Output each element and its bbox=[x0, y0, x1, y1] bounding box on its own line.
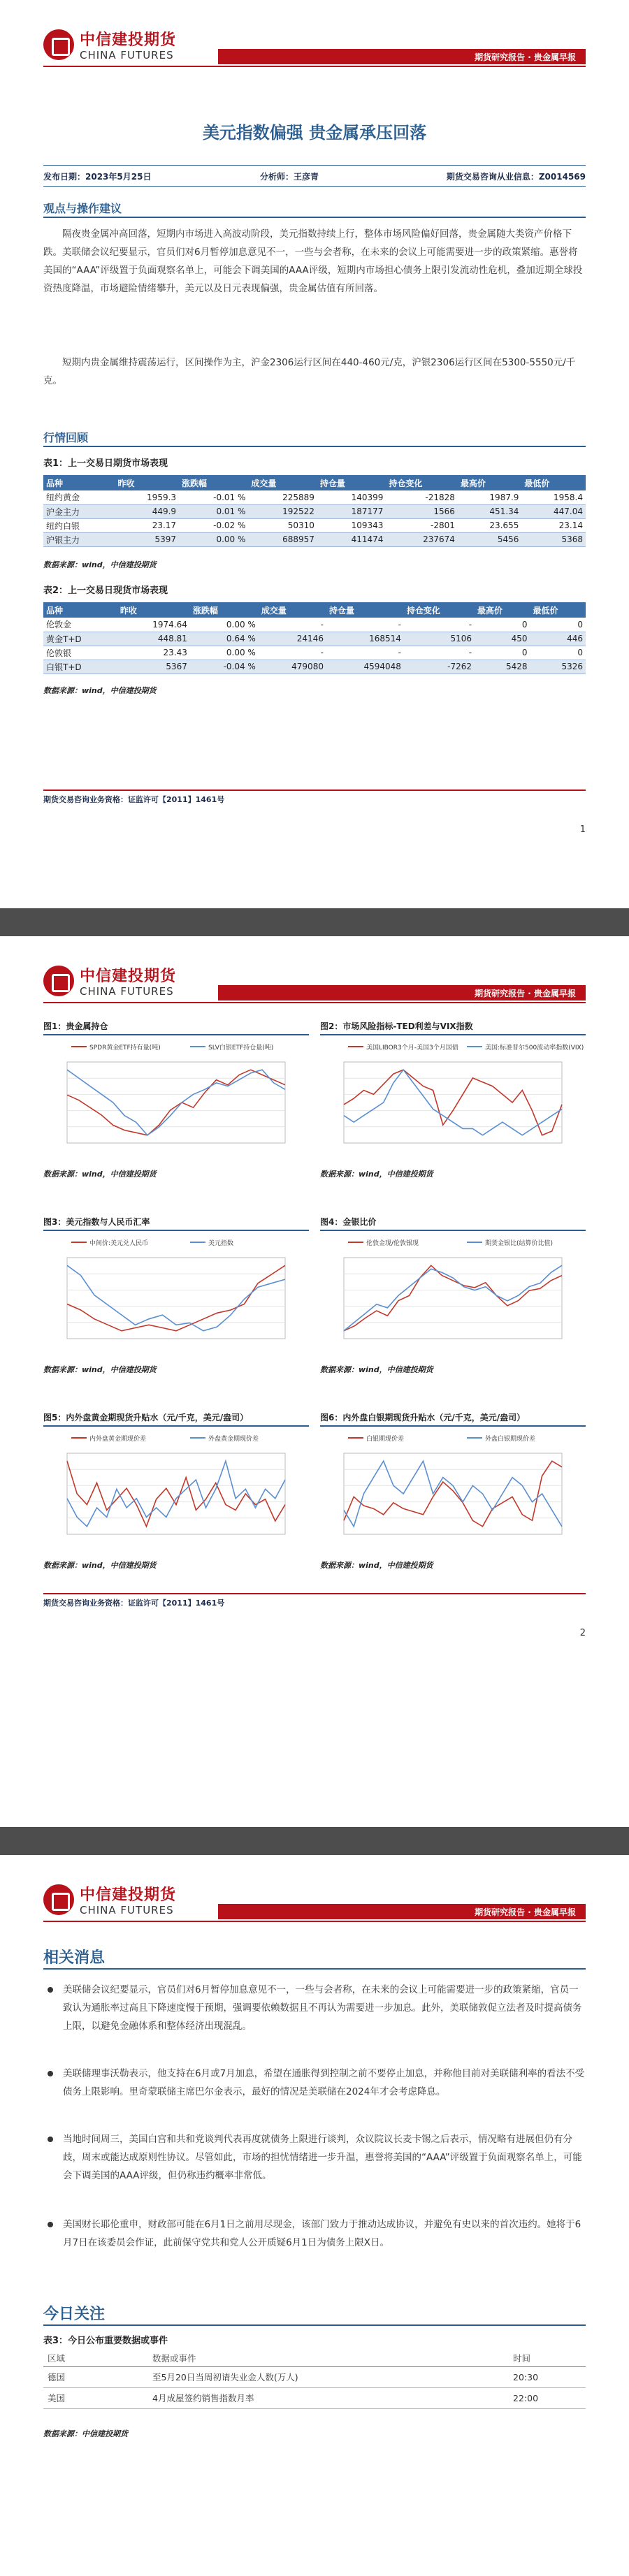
chart-1 bbox=[43, 1020, 309, 1181]
chart-6-svg bbox=[320, 1429, 586, 1555]
table-cell: - bbox=[259, 646, 326, 660]
header-band-label: 期货研究报告 · 贵金属早报 bbox=[475, 989, 576, 998]
chart-2-svg bbox=[320, 1038, 586, 1164]
chart-2-caption: 图2：市场风险指标-TED利差与VIX指数 bbox=[320, 1021, 473, 1031]
table-cell: -0.04 % bbox=[190, 660, 259, 674]
table-cell: 1987.9 bbox=[458, 490, 522, 504]
col-header: 昨收 bbox=[115, 475, 180, 490]
header-divider bbox=[43, 1921, 586, 1922]
series-line-1 bbox=[344, 1070, 562, 1135]
header-band bbox=[218, 985, 586, 1000]
header-band bbox=[218, 1904, 586, 1919]
logo-cn: 中信建投期货 bbox=[80, 967, 177, 985]
bullet-icon bbox=[48, 2137, 53, 2142]
table-cell: 50310 bbox=[248, 518, 317, 532]
chart-rule bbox=[320, 1425, 586, 1427]
logo-cn: 中信建投期货 bbox=[80, 31, 177, 49]
legend-label: 期货金银比(结算价比值) bbox=[485, 1240, 554, 1247]
col-header: 数据或事件 bbox=[148, 2350, 509, 2366]
table-cell: 德国 bbox=[43, 2366, 148, 2387]
bullet-icon bbox=[48, 2222, 53, 2227]
news-text: 当地时间周三，美国白宫和共和党谈判代表再度就债务上限进行谈判，众议院议长麦卡锡之后表示，情况略有进展但仍有分歧，周末或能达成原则性协议。尽管如此，市场的担忧情绪进一步升温，惠誉将美国的“AAA”评级置于负面观察名单上，可能会下调美国的AAA评级，但仍称违约概率非常低。 bbox=[63, 2134, 582, 2181]
series-line-1 bbox=[67, 1070, 285, 1135]
table-cell: 1566 bbox=[386, 504, 458, 518]
table-cell: 24146 bbox=[259, 632, 326, 646]
chart-1-svg bbox=[43, 1038, 309, 1164]
news-rule bbox=[43, 1968, 586, 1970]
table1-caption: 表1：上一交易日期货市场表现 bbox=[43, 458, 168, 469]
legend-label: 中间价:美元兑人民币 bbox=[89, 1240, 149, 1247]
legend-label: 美元指数 bbox=[208, 1240, 234, 1247]
table1-source: 数据来源：wind，中信建投期货 bbox=[43, 560, 157, 569]
section-heading-outlook: 观点与操作建议 bbox=[43, 202, 122, 215]
legend-label: 美国:标准普尔500波动率指数(VIX) bbox=[485, 1045, 584, 1051]
table-cell: 0.00 % bbox=[190, 618, 259, 632]
series-line-2 bbox=[344, 1265, 562, 1331]
plot-frame bbox=[67, 1453, 285, 1534]
logo-en: CHINA FUTURES bbox=[80, 985, 174, 998]
page-footer: 期货交易咨询业务资格：证监许可【2011】1461号 bbox=[43, 789, 586, 805]
chart-3-svg bbox=[43, 1234, 309, 1360]
legend-label: SLV白银ETF持仓量(吨) bbox=[208, 1045, 274, 1051]
plot-frame bbox=[344, 1453, 562, 1534]
col-header: 最高价 bbox=[458, 475, 522, 490]
section-rule bbox=[43, 446, 586, 447]
table-cell: 5428 bbox=[475, 660, 530, 674]
table-cell: 446 bbox=[530, 632, 586, 646]
table-cell: 至5月20日当周初请失业金人数(万人) bbox=[148, 2366, 509, 2387]
meta-top-rule bbox=[43, 165, 586, 166]
page-gap bbox=[0, 1827, 629, 1855]
legend-label: 美国LIBOR3个月-美国3个月国债 bbox=[366, 1045, 458, 1051]
table-cell: 0 bbox=[530, 618, 586, 632]
plot-frame bbox=[67, 1258, 285, 1339]
logo-cn: 中信建投期货 bbox=[80, 1886, 177, 1904]
logo-en: CHINA FUTURES bbox=[80, 49, 174, 61]
table-row bbox=[43, 2387, 586, 2408]
series-line-2 bbox=[67, 1070, 285, 1135]
table-cell: 纽约白银 bbox=[43, 518, 115, 532]
series-line-1 bbox=[67, 1265, 285, 1331]
bullet-icon bbox=[48, 1987, 53, 1993]
table-cell: 5326 bbox=[530, 660, 586, 674]
chart-4-svg bbox=[320, 1234, 586, 1360]
table-cell: 5106 bbox=[404, 632, 475, 646]
chart-6 bbox=[320, 1411, 586, 1572]
chart-rule bbox=[320, 1034, 586, 1035]
table-cell: -2801 bbox=[386, 518, 458, 532]
table-cell: - bbox=[326, 618, 404, 632]
today-rule bbox=[43, 2324, 586, 2326]
table-cell: 0 bbox=[475, 646, 530, 660]
legend-label: 外盘黄金期现价差 bbox=[208, 1436, 259, 1443]
spot-table bbox=[43, 602, 586, 674]
table-cell: 23.14 bbox=[521, 518, 586, 532]
chart-3-caption: 图3：美元指数与人民币汇率 bbox=[43, 1217, 150, 1227]
table-cell: 449.9 bbox=[115, 504, 180, 518]
table-cell: 450 bbox=[475, 632, 530, 646]
table-cell: 1958.4 bbox=[521, 490, 586, 504]
chart-4-source: 数据来源：wind，中信建投期货 bbox=[320, 1365, 433, 1374]
chart-6-source: 数据来源：wind，中信建投期货 bbox=[320, 1561, 433, 1570]
legend-label: SPDR黄金ETF持有量(吨) bbox=[89, 1045, 161, 1051]
table-cell: 411474 bbox=[317, 532, 386, 546]
page-3 bbox=[0, 1855, 629, 2576]
series-line-2 bbox=[67, 1461, 285, 1527]
col-header: 持仓变化 bbox=[386, 475, 458, 490]
table-cell: 237674 bbox=[386, 532, 458, 546]
table-cell: 黄金T+D bbox=[43, 632, 117, 646]
col-header: 成交量 bbox=[248, 475, 317, 490]
news-item bbox=[43, 1981, 586, 2035]
meta-bottom-rule bbox=[43, 186, 586, 187]
outlook-paragraph-1: 隔夜贵金属冲高回落，短期内市场进入高波动阶段，美元指数持续上行，整体市场风险偏好回落，贵金属随大类资产价格下跌。美联储会议纪要显示，官员们对6月暂停加息意见不一，一些与会者称，在未来的会议上可能需要进一步的政策紧缩。惠誉将美国的“AAA”评级置于负面观察名单上，可能会下调美国的AAA评级，短期内市场担心债务上限引发流动性危机，叠加近期全球投资热度降温，市场避险情绪攀升，美元以及日元表现偏强，贵金属估值有所回落。 bbox=[43, 228, 583, 294]
table-cell: 1959.3 bbox=[115, 490, 180, 504]
table-cell: 美国 bbox=[43, 2387, 148, 2408]
logo-en: CHINA FUTURES bbox=[80, 1904, 174, 1916]
header-band-label: 期货研究报告 · 贵金属早报 bbox=[475, 52, 576, 62]
news-text: 美联储理事沃勒表示，他支持在6月或7月加息，希望在通胀得到控制之前不要停止加息，并称他目前对美联储利率的看法不受债务上限影响。里奇蒙联储主席巴尔金表示，最好的情况是美联储在2024年才会考虑降息。 bbox=[63, 2068, 585, 2097]
chart-1-source: 数据来源：wind，中信建投期货 bbox=[43, 1170, 157, 1179]
plot-frame bbox=[67, 1062, 285, 1143]
table-cell: 447.04 bbox=[521, 504, 586, 518]
table-row bbox=[43, 490, 586, 504]
table-cell: 0 bbox=[530, 646, 586, 660]
col-header: 涨跌幅 bbox=[190, 602, 259, 618]
page-1 bbox=[0, 0, 629, 908]
news-item bbox=[43, 2215, 586, 2252]
table-cell: - bbox=[404, 646, 475, 660]
table-row bbox=[43, 618, 586, 632]
table-cell: - bbox=[404, 618, 475, 632]
chart-5 bbox=[43, 1411, 309, 1572]
table-cell: 5397 bbox=[115, 532, 180, 546]
table-cell: 伦敦银 bbox=[43, 646, 117, 660]
table-row bbox=[43, 660, 586, 674]
brand-logo bbox=[43, 28, 197, 70]
table-cell: - bbox=[326, 646, 404, 660]
table-cell: 伦敦金 bbox=[43, 618, 117, 632]
logo-mark-icon bbox=[43, 1884, 74, 1915]
table-cell: 4594048 bbox=[326, 660, 404, 674]
table-cell: 448.81 bbox=[117, 632, 190, 646]
analyst: 分析师：王彦青 bbox=[260, 172, 319, 182]
table-cell: 20:30 bbox=[509, 2366, 586, 2387]
chart-4 bbox=[320, 1216, 586, 1376]
chart-rule bbox=[43, 1034, 309, 1035]
table-cell: 4月成屋签约销售指数月率 bbox=[148, 2387, 509, 2408]
chart-5-source: 数据来源：wind，中信建投期货 bbox=[43, 1561, 157, 1570]
table-cell: 22:00 bbox=[509, 2387, 586, 2408]
table-cell: 225889 bbox=[248, 490, 317, 504]
col-header: 持仓量 bbox=[317, 475, 386, 490]
col-header: 区域 bbox=[43, 2350, 148, 2366]
table-row bbox=[43, 504, 586, 518]
table-cell: 沪银主力 bbox=[43, 532, 115, 546]
today-heading: 今日关注 bbox=[43, 2306, 106, 2323]
table-row bbox=[43, 632, 586, 646]
legend-label: 内外盘黄金期现价差 bbox=[89, 1436, 147, 1443]
table3-caption: 表3：今日公布重要数据或事件 bbox=[43, 2336, 168, 2346]
page-number: 1 bbox=[579, 824, 586, 835]
news-item bbox=[43, 2130, 586, 2185]
license-info: 期货交易咨询从业信息：Z0014569 bbox=[446, 172, 586, 182]
table-cell: -0.02 % bbox=[179, 518, 248, 532]
news-item bbox=[43, 2065, 586, 2101]
chart-5-caption: 图5：内外盘黄金期现货升贴水（元/千克，美元/盎司） bbox=[43, 1413, 249, 1422]
chart-3-source: 数据来源：wind，中信建投期货 bbox=[43, 1365, 157, 1374]
header-band bbox=[218, 49, 586, 64]
header-divider bbox=[43, 66, 586, 67]
table-cell: 5368 bbox=[521, 532, 586, 546]
table-cell: 187177 bbox=[317, 504, 386, 518]
table-cell: 5456 bbox=[458, 532, 522, 546]
table-cell: -7262 bbox=[404, 660, 475, 674]
table-cell: 109343 bbox=[317, 518, 386, 532]
col-header: 品种 bbox=[43, 602, 117, 618]
table-cell: 192522 bbox=[248, 504, 317, 518]
chart-6-caption: 图6：内外盘白银期现货升贴水（元/千克，美元/盎司） bbox=[320, 1413, 526, 1422]
table-cell: 0.01 % bbox=[179, 504, 248, 518]
page-number: 2 bbox=[579, 1628, 586, 1638]
logo-mark-icon bbox=[43, 29, 74, 60]
series-line-1 bbox=[344, 1461, 562, 1527]
table-cell: 140399 bbox=[317, 490, 386, 504]
legend-label: 白银期现价差 bbox=[366, 1436, 405, 1443]
col-header: 品种 bbox=[43, 475, 115, 490]
chart-rule bbox=[43, 1425, 309, 1427]
col-header: 持仓变化 bbox=[404, 602, 475, 618]
table-cell: 纽约黄金 bbox=[43, 490, 115, 504]
page-footer: 期货交易咨询业务资格：证监许可【2011】1461号 bbox=[43, 1593, 586, 1608]
chart-rule bbox=[320, 1230, 586, 1231]
table2-caption: 表2：上一交易日现货市场表现 bbox=[43, 585, 168, 596]
col-header: 最低价 bbox=[530, 602, 586, 618]
legend-label: 伦敦金现/伦敦银现 bbox=[366, 1240, 419, 1247]
table-cell: 688957 bbox=[248, 532, 317, 546]
section-heading-review: 行情回顾 bbox=[43, 431, 89, 444]
col-header: 最高价 bbox=[475, 602, 530, 618]
futures-table bbox=[43, 475, 586, 547]
table3-source: 数据来源：中信建投期货 bbox=[43, 2429, 128, 2438]
page-2 bbox=[0, 936, 629, 1827]
table-cell: 0 bbox=[475, 618, 530, 632]
meta-line bbox=[43, 170, 586, 183]
header-divider bbox=[43, 1002, 586, 1003]
table-row bbox=[43, 518, 586, 532]
legend-label: 外盘白银期现价差 bbox=[485, 1436, 536, 1443]
table2-source: 数据来源：wind，中信建投期货 bbox=[43, 686, 157, 695]
outlook-paragraph-2: 短期内贵金属维持震荡运行，区间操作为主，沪金2306运行区间在440-460元/克，沪银2306运行区间在5300-5550元/千克。 bbox=[43, 357, 576, 386]
series-line-2 bbox=[344, 1461, 562, 1527]
brand-logo bbox=[43, 964, 197, 1006]
table-row bbox=[43, 2366, 586, 2387]
series-line-1 bbox=[67, 1461, 285, 1527]
chart-4-caption: 图4：金银比价 bbox=[320, 1217, 377, 1227]
table-cell: 23.43 bbox=[117, 646, 190, 660]
col-header: 涨跌幅 bbox=[179, 475, 248, 490]
col-header: 持仓量 bbox=[326, 602, 404, 618]
chart-3 bbox=[43, 1216, 309, 1376]
table-cell: 168514 bbox=[326, 632, 404, 646]
publish-date: 发布日期：2023年5月25日 bbox=[43, 172, 152, 182]
col-header: 成交量 bbox=[259, 602, 326, 618]
series-line-1 bbox=[344, 1265, 562, 1331]
table-row bbox=[43, 646, 586, 660]
news-text: 美联储会议纪要显示，官员们对6月暂停加息意见不一，一些与会者称，在未来的会议上可能需要进一步的政策紧缩，官员一致认为通胀率过高且下降速度慢于预期，强调要依赖数据且不再认为需要进一步加息。此外，美联储敦促立法者及时提高债务上限，以避免金融体系和整体经济出现混乱。 bbox=[63, 1984, 582, 2032]
news-text: 美国财长耶伦重申，财政部可能在6月1日之前用尽现金，该部门致力于推动达成协议，并避免有史以来的首次违约。她将于6月7日在该委员会作证，此前保守党共和党人公开质疑6月1日为债务上限X日。 bbox=[63, 2219, 581, 2248]
plot-frame bbox=[344, 1258, 562, 1339]
section-rule bbox=[43, 217, 586, 218]
col-header: 昨收 bbox=[117, 602, 190, 618]
table-cell: 0.64 % bbox=[190, 632, 259, 646]
news-heading: 相关消息 bbox=[43, 1949, 106, 1967]
table-cell: 479080 bbox=[259, 660, 326, 674]
table-row bbox=[43, 532, 586, 546]
table-cell: 1974.64 bbox=[117, 618, 190, 632]
chart-5-svg bbox=[43, 1429, 309, 1555]
page-title: 美元指数偏强 贵金属承压回落 bbox=[202, 123, 427, 143]
chart-rule bbox=[43, 1230, 309, 1231]
table-cell: 23.655 bbox=[458, 518, 522, 532]
table-cell: 0.00 % bbox=[190, 646, 259, 660]
table-cell: 451.34 bbox=[458, 504, 522, 518]
col-header: 最低价 bbox=[521, 475, 586, 490]
table-cell: 23.17 bbox=[115, 518, 180, 532]
series-line-2 bbox=[344, 1070, 562, 1135]
table-cell: 沪金主力 bbox=[43, 504, 115, 518]
table-cell: 5367 bbox=[117, 660, 190, 674]
logo-mark-icon bbox=[43, 966, 74, 996]
events-table bbox=[43, 2350, 586, 2409]
chart-1-caption: 图1：贵金属持仓 bbox=[43, 1021, 108, 1031]
table-cell: - bbox=[259, 618, 326, 632]
table-cell: -21828 bbox=[386, 490, 458, 504]
chart-2 bbox=[320, 1020, 586, 1181]
table-cell: -0.01 % bbox=[179, 490, 248, 504]
page-gap bbox=[0, 908, 629, 936]
table-cell: 0.00 % bbox=[179, 532, 248, 546]
bullet-icon bbox=[48, 2071, 53, 2076]
col-header: 时间 bbox=[509, 2350, 586, 2366]
brand-logo bbox=[43, 1883, 197, 1925]
chart-2-source: 数据来源：wind，中信建投期货 bbox=[320, 1170, 433, 1179]
table-cell: 白银T+D bbox=[43, 660, 117, 674]
header-band-label: 期货研究报告 · 贵金属早报 bbox=[475, 1907, 576, 1917]
